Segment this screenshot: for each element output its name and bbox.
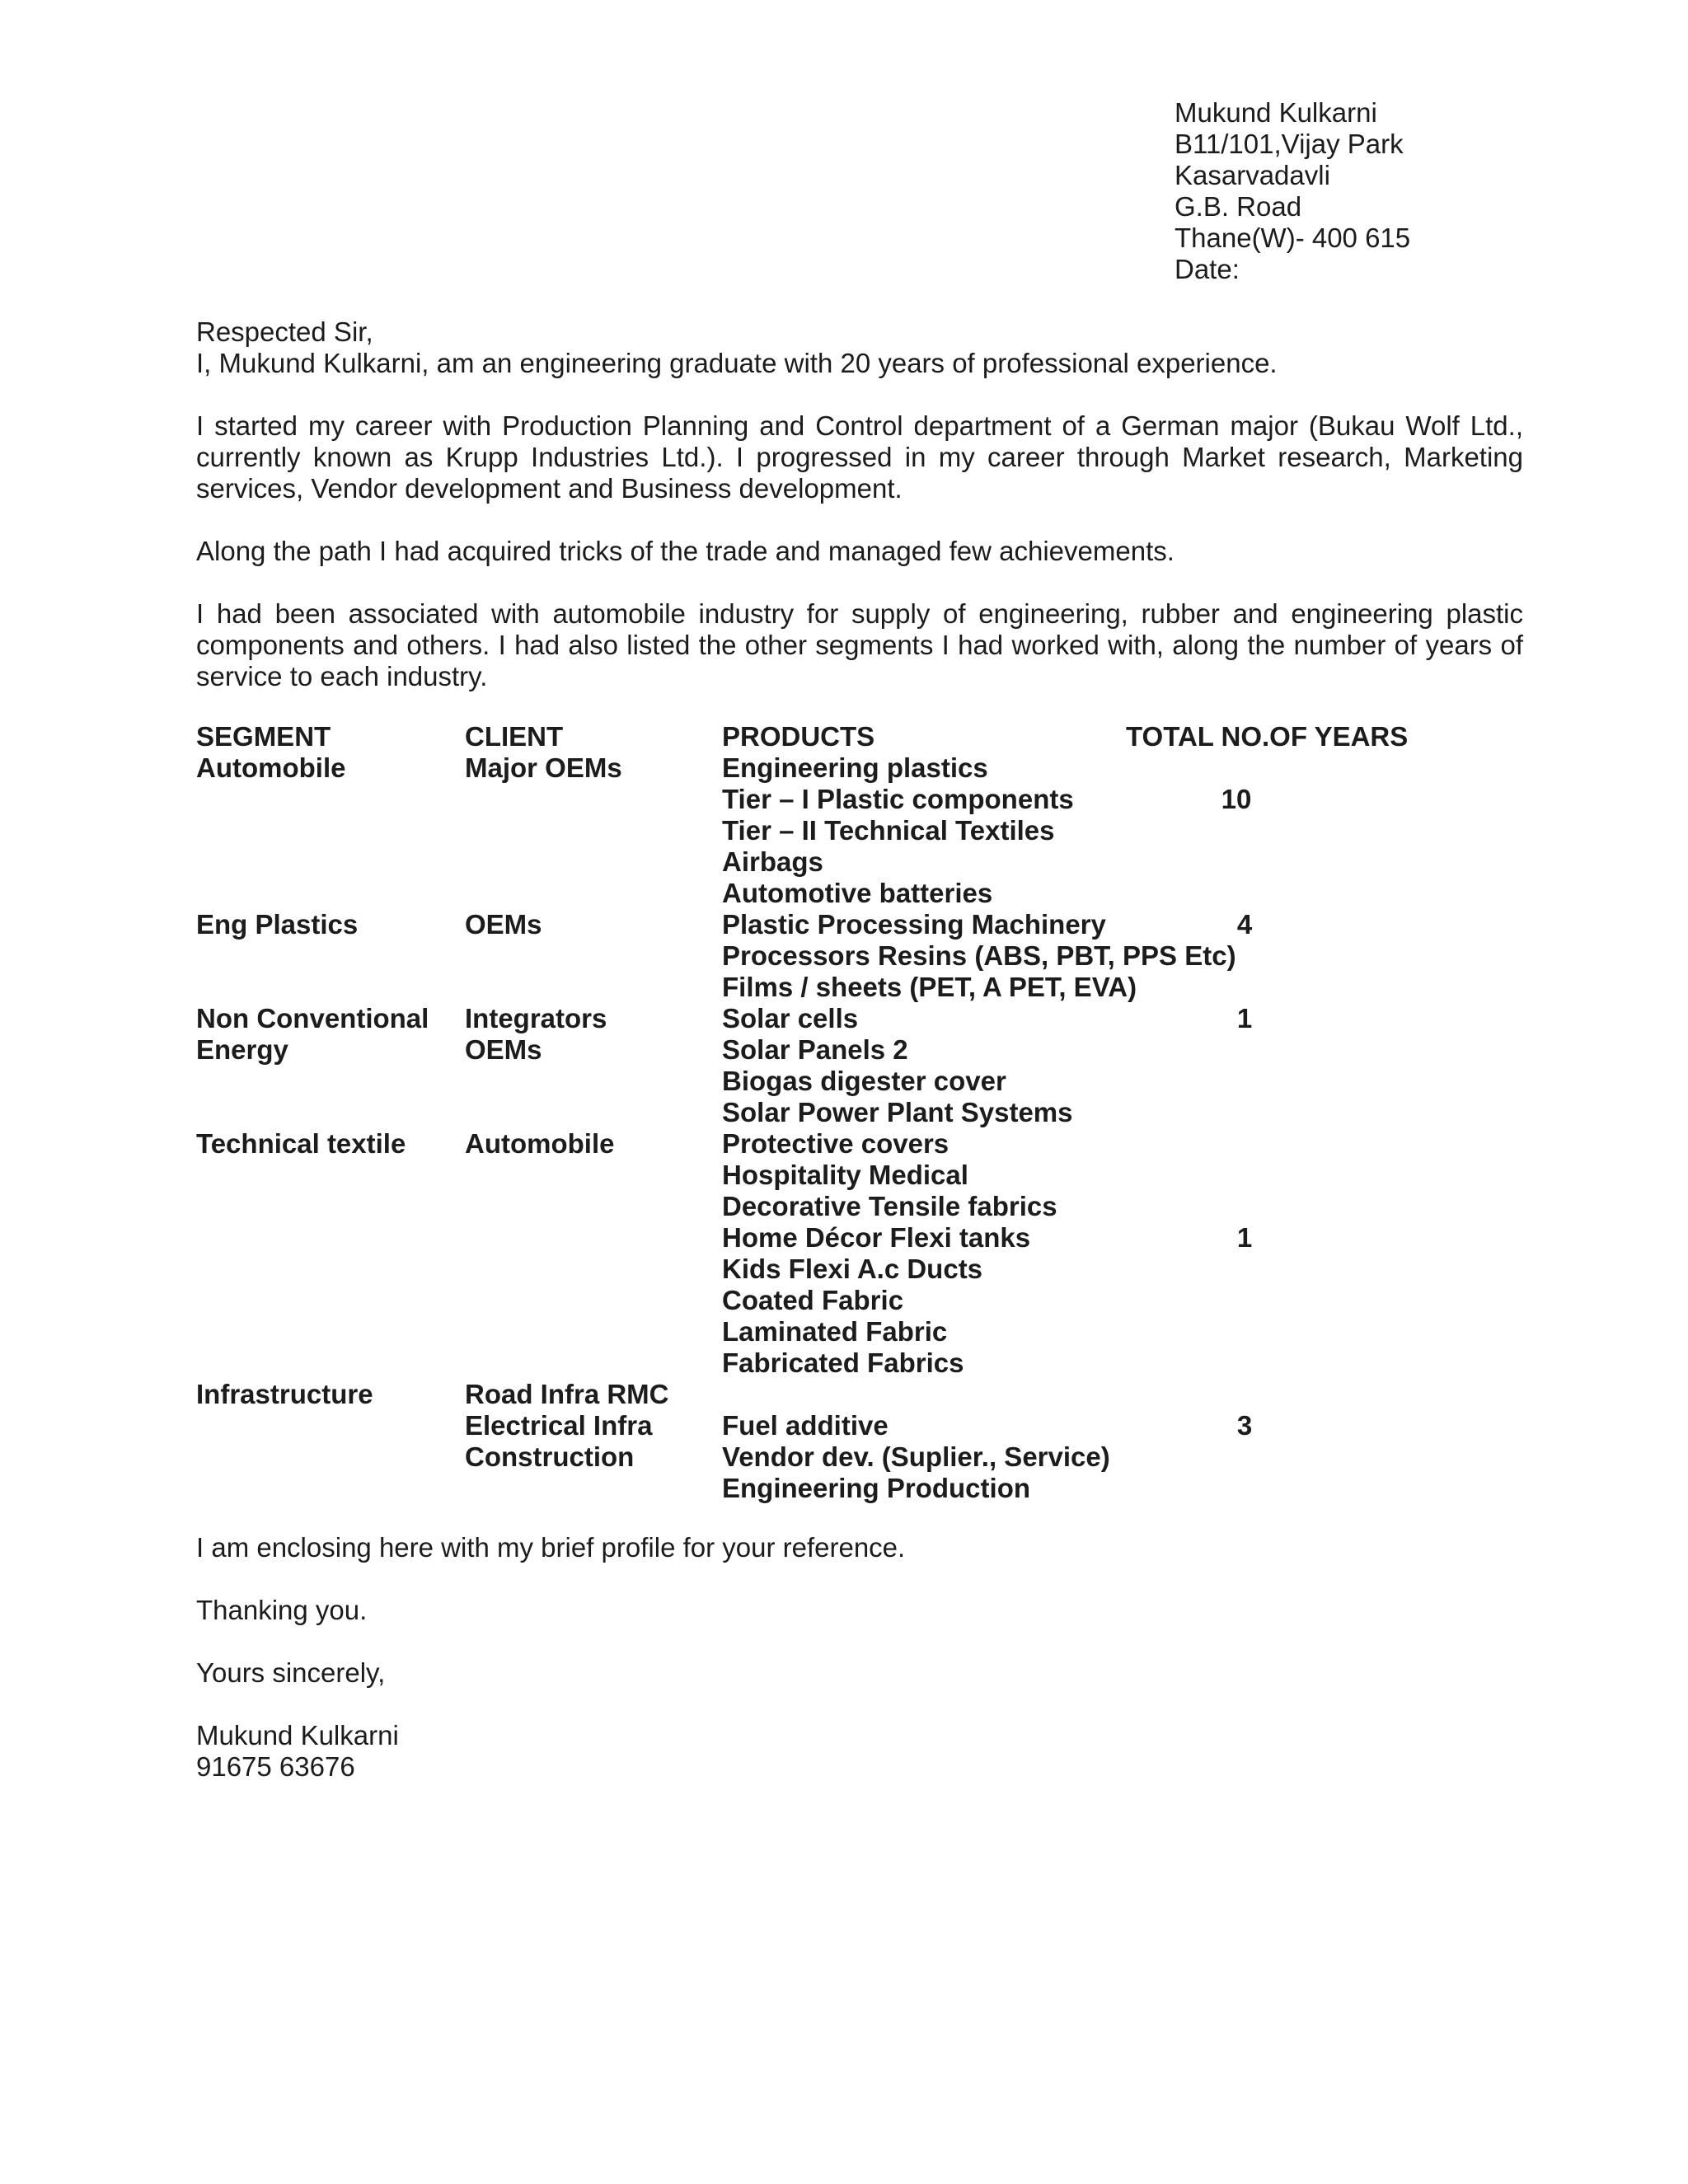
experience-table: [196, 721, 1523, 1504]
product-cell: Engineering plastics: [722, 752, 988, 783]
segment-cell: Non Conventional: [196, 1003, 429, 1033]
product-cell: Laminated Fabric: [722, 1316, 948, 1347]
segment-cell: Automobile: [196, 752, 346, 783]
table-row: [196, 1003, 1523, 1034]
years-cell: 1: [1236, 1003, 1253, 1033]
letter-closing: [196, 1532, 1523, 1783]
table-row: [196, 1160, 1523, 1191]
table-row: [196, 1191, 1523, 1222]
product-cell: Processors Resins (ABS, PBT, PPS Etc): [722, 940, 1236, 971]
table-row: [196, 1285, 1523, 1316]
product-cell: Coated Fabric: [722, 1285, 904, 1315]
product-cell: Solar Panels 2: [722, 1034, 908, 1065]
achievements-paragraph: Along the path I had acquired tricks of the trade and managed few achievements.: [196, 536, 1175, 566]
table-row: [196, 752, 1523, 784]
years-cell: 4: [1236, 909, 1253, 940]
table-row: [196, 1222, 1523, 1254]
table-row: [196, 784, 1523, 815]
product-cell: Protective covers: [722, 1128, 950, 1159]
intro-paragraph: I, Mukund Kulkarni, am an engineering graduate with 20 years of professional experience.: [196, 348, 1278, 378]
letter-body: [196, 316, 1523, 692]
sender-name: Mukund Kulkarni: [1175, 97, 1377, 128]
header-years: TOTAL NO.OF YEARS: [1126, 721, 1409, 752]
client-cell: Integrators: [465, 1003, 607, 1033]
table-row: [196, 909, 1523, 940]
table-row: [196, 1473, 1523, 1504]
segment-cell: Eng Plastics: [196, 909, 359, 940]
segment-cell: Infrastructure: [196, 1379, 373, 1409]
table-row: [196, 1410, 1523, 1441]
product-cell: Solar Power Plant Systems: [722, 1097, 1073, 1127]
career-paragraph: I started my career with Production Planning and Control department of a German major (Bukau Wolf Ltd., currently known as Krupp Industries Ltd.). I progressed in my career through Market research, Marketing services, Vendor development and Business development.: [196, 410, 1523, 504]
address-line: Kasarvadavli: [1175, 160, 1330, 190]
industry-paragraph: I had been associated with automobile industry for supply of engineering, rubber and engineering plastic components and others. I had also listed the other segments I had worked with, along the number of years of service to each industry.: [196, 598, 1523, 691]
years-cell: 10: [1221, 784, 1252, 814]
address-line: B11/101,Vijay Park: [1175, 129, 1404, 159]
table-row: [196, 846, 1523, 878]
phone-number: 91675 63676: [196, 1751, 355, 1782]
address-line: G.B. Road: [1175, 191, 1302, 222]
table-row: [196, 1034, 1523, 1066]
table-row: [196, 1316, 1523, 1347]
product-cell: Engineering Production: [722, 1473, 1031, 1503]
product-cell: Tier – II Technical Textiles: [722, 815, 1055, 846]
product-cell: Solar cells: [722, 1003, 859, 1033]
enclosure-line: I am enclosing here with my brief profile for your reference.: [196, 1532, 906, 1563]
product-cell: Hospitality Medical: [722, 1160, 968, 1190]
client-cell: Automobile: [465, 1128, 615, 1159]
header-products: PRODUCTS: [722, 721, 875, 752]
table-row: [196, 1441, 1523, 1473]
signoff-line: Yours sincerely,: [196, 1657, 386, 1688]
date-label: Date:: [1175, 254, 1240, 284]
product-cell: Biogas digester cover: [722, 1066, 1006, 1096]
product-cell: Vendor dev. (Suplier., Service): [722, 1441, 1110, 1472]
client-cell: Major OEMs: [465, 752, 622, 783]
address-line: Thane(W)- 400 615: [1175, 223, 1411, 253]
table-row: [196, 1066, 1523, 1097]
product-cell: Automotive batteries: [722, 878, 993, 908]
product-cell: Kids Flexi A.c Ducts: [722, 1254, 983, 1284]
table-row: [196, 815, 1523, 846]
product-cell: Fabricated Fabrics: [722, 1347, 964, 1378]
client-cell: Road Infra RMC: [465, 1379, 669, 1409]
years-cell: 1: [1236, 1222, 1253, 1253]
table-row: [196, 1347, 1523, 1379]
client-cell: OEMs: [465, 1034, 542, 1065]
signature-name: Mukund Kulkarni: [196, 1720, 399, 1750]
table-header-row: [196, 721, 1523, 752]
segment-cell: Energy: [196, 1034, 288, 1065]
thanks-line: Thanking you.: [196, 1595, 368, 1625]
client-cell: Construction: [465, 1441, 635, 1472]
product-cell: Fuel additive: [722, 1410, 889, 1441]
product-cell: Films / sheets (PET, A PET, EVA): [722, 972, 1137, 1002]
table-row: [196, 878, 1523, 909]
sender-address-block: [1175, 97, 1410, 285]
product-cell: Tier – I Plastic components: [722, 784, 1074, 814]
table-row: [196, 1097, 1523, 1128]
product-cell: Home Décor Flexi tanks: [722, 1222, 1031, 1253]
table-row: [196, 972, 1523, 1003]
header-client: CLIENT: [465, 721, 564, 752]
header-segment: SEGMENT: [196, 721, 331, 752]
years-cell: 3: [1236, 1410, 1253, 1441]
client-cell: OEMs: [465, 909, 542, 940]
segment-cell: Technical textile: [196, 1128, 406, 1159]
product-cell: Plastic Processing Machinery: [722, 909, 1106, 940]
table-row: [196, 940, 1523, 972]
client-cell: Electrical Infra: [465, 1410, 653, 1441]
product-cell: Airbags: [722, 846, 823, 877]
table-row: [196, 1254, 1523, 1285]
table-row: [196, 1128, 1523, 1160]
product-cell: Decorative Tensile fabrics: [722, 1191, 1057, 1221]
salutation: Respected Sir,: [196, 316, 373, 347]
table-row: [196, 1379, 1523, 1410]
